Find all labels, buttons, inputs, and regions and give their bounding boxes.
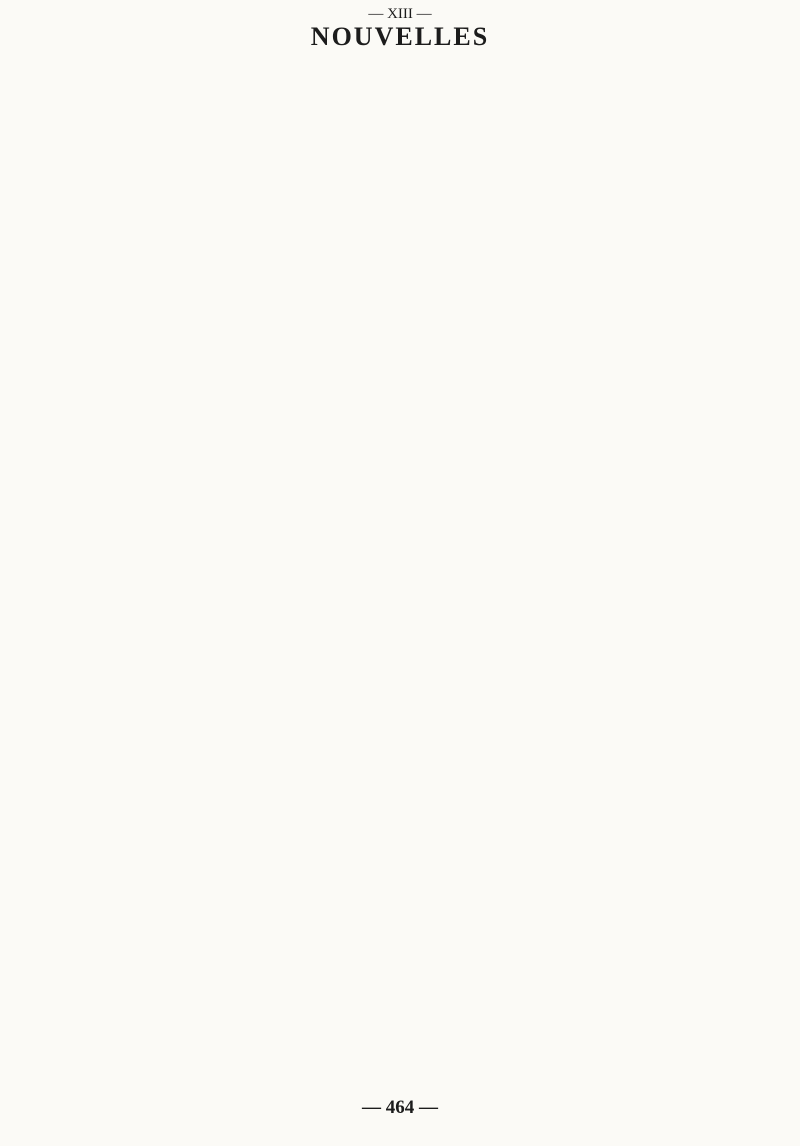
page-number: — 464 —: [362, 1097, 438, 1118]
text-column-left: [66, 74, 395, 1064]
page-title: NOUVELLES: [310, 22, 490, 51]
folio: — XIII —: [368, 6, 432, 22]
text-column-right: [410, 74, 739, 1064]
